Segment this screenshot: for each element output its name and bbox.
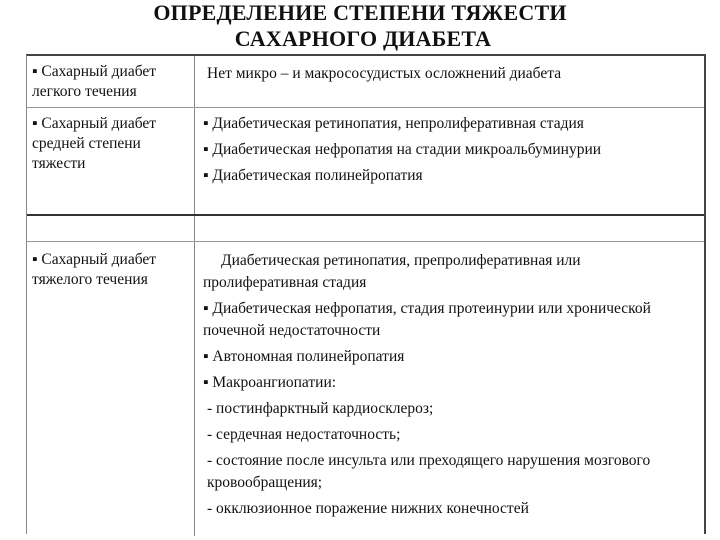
table-row-spacer xyxy=(27,216,704,242)
description-item: ▪ Диабетическая полинейропатия xyxy=(203,167,423,184)
row-description-mild xyxy=(207,64,703,84)
row-description-severe xyxy=(203,250,699,520)
description-item: ▪ Диабетическая нефропатия, стадия протеинурии или хронической почечной недостаточности xyxy=(203,300,651,339)
description-item: ▪ Диабетическая ретинопатия, непролиферативная стадия xyxy=(203,115,584,132)
row-description-moderate xyxy=(203,114,699,192)
description-item: - постинфарктный кардиосклероз; xyxy=(207,400,434,417)
page-title xyxy=(0,0,720,52)
severity-table xyxy=(26,54,706,534)
description-item: - окклюзионное поражение нижних конечностей xyxy=(207,500,529,517)
page-title-line-2: САХАРНОГО ДИАБЕТА xyxy=(234,26,492,51)
row-label-severe: ▪ Сахарный диабет тяжелого течения xyxy=(32,251,157,288)
description-item: - сердечная недостаточность; xyxy=(207,426,401,443)
row-label-moderate: ▪ Сахарный диабет средней степени тяжести xyxy=(32,115,157,172)
description-item: ▪ Диабетическая нефропатия на стадии микроальбуминурии xyxy=(203,141,602,158)
table-row-moderate xyxy=(27,108,704,216)
row-label-mild: ▪ Сахарный диабет легкого течения xyxy=(32,63,157,100)
description-item: - состояние после инсульта или преходящего нарушения мозгового кровообращения; xyxy=(207,452,651,491)
description-item: ▪ Автономная полинейропатия xyxy=(203,348,405,365)
description-item: ▪ Макроангиопатии: xyxy=(203,374,337,391)
table-row-mild xyxy=(27,56,704,108)
description-item: Диабетическая ретинопатия, препролиферативная или пролиферативная стадия xyxy=(203,252,581,291)
table-row-severe xyxy=(27,242,704,536)
page-title-line-1: ОПРЕДЕЛЕНИЕ СТЕПЕНИ ТЯЖЕСТИ xyxy=(153,0,567,25)
description-item: Нет микро – и макрососудистых осложнений диабета xyxy=(207,65,562,82)
